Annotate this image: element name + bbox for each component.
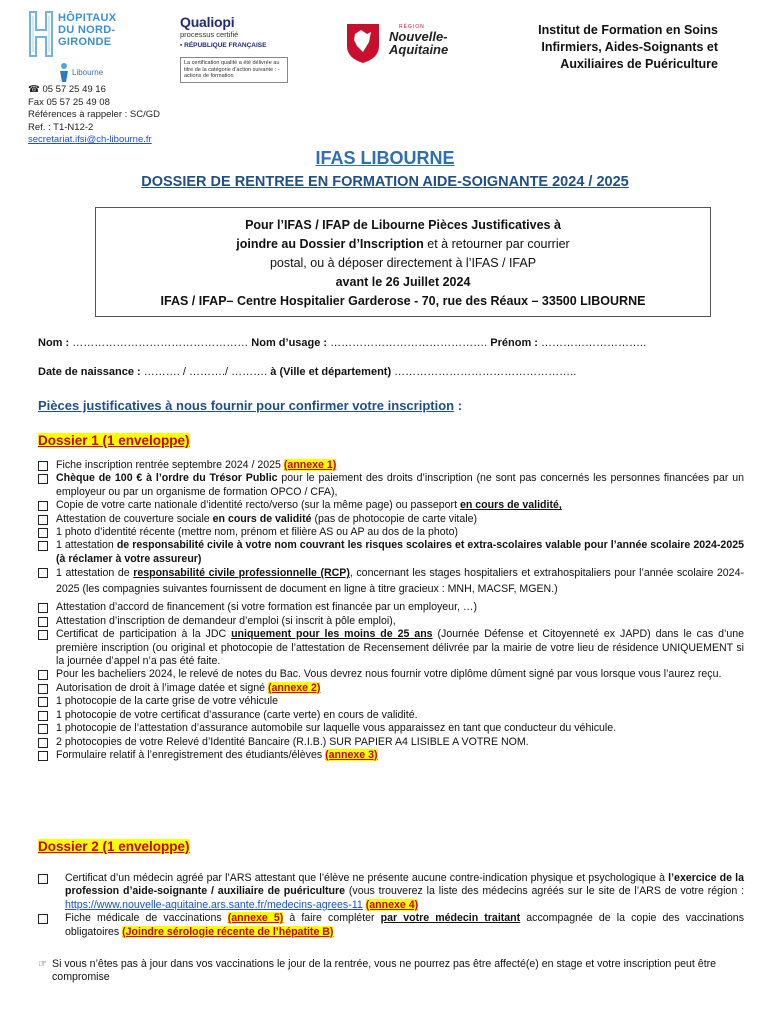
- list-item: 1 attestation de responsabilité civile à votre nom couvrant les risques scolaires et extra-scolaires valable pour l’année scolaire 2024-2025 (à réclamer à votre assureur): [38, 539, 744, 566]
- ref: Ref. : T1-N12-2: [28, 121, 94, 133]
- qualiopi-rep: ▪ RÉPUBLIQUE FRANÇAISE: [180, 42, 267, 49]
- note: ☞ Si vous n’êtes pas à jour dans vos vaccinations le jour de la rentrée, vous ne pourrez pas être affecté(e) en stage et votre inscription peut être compromise: [38, 958, 717, 984]
- dossier1-list: [38, 459, 744, 762]
- dossier2-heading: Dossier 2 (1 enveloppe): [38, 839, 190, 854]
- vaccination-note: [38, 958, 738, 985]
- person-icon: [58, 62, 70, 82]
- hospital-logo: [28, 10, 148, 82]
- checkbox[interactable]: [38, 461, 48, 471]
- qualiopi-logo: [180, 14, 290, 94]
- checkbox[interactable]: [38, 684, 48, 694]
- dossier2-list: [38, 872, 744, 939]
- qualiopi-title: Qualiopi: [180, 14, 235, 30]
- checkbox[interactable]: [38, 914, 48, 924]
- list-item: Attestation d’accord de financement (si votre formation est financée par un employeur, …): [38, 601, 744, 614]
- qualiopi-box: La certification qualité a été délivrée au titre de la catégorie d'action suivante : - actions de formation: [180, 57, 288, 83]
- list-item: Pour les bacheliers 2024, le relevé de notes du Bac. Vous devrez nous fournir votre diplôme dûment signé par vous lorsque vous l’aurez reçu.: [38, 668, 744, 681]
- list-item: Certificat de participation à la JDC uniquement pour les moins de 25 ans (Journée Défense et Citoyenneté ex JAPD) dans le cas d’une première inscription (ou original et photocopie de l’attestation de Recensement délivrée par la mairie de votre lieu de résidence UNIQUEMENT si la journée d’appel n’a pas été faite.: [38, 628, 744, 668]
- name-fields: Nom : ………………………………………… Nom d’usage : ……………………………………. Prénom : ………………………..: [38, 337, 647, 349]
- checkbox[interactable]: [38, 738, 48, 748]
- region-logo: [345, 20, 475, 70]
- list-item: 1 photocopie de l’attestation d’assurance automobile sur laquelle vous apparaissez en tant que conducteur du véhicule.: [38, 722, 744, 735]
- list-item: 1 photocopie de la carte grise de votre véhicule: [38, 695, 744, 708]
- email-link[interactable]: secretariat.ifsi@ch-libourne.fr: [28, 134, 152, 145]
- hospital-name: HÔPITAUX DU NORD- GIRONDE: [58, 12, 117, 48]
- checkbox[interactable]: [38, 541, 48, 551]
- checkbox[interactable]: [38, 568, 48, 578]
- qualiopi-sub: processus certifié: [180, 30, 239, 39]
- checkbox[interactable]: [38, 670, 48, 680]
- checkbox[interactable]: [38, 697, 48, 707]
- list-item: Fiche inscription rentrée septembre 2024 / 2025 (annexe 1): [38, 459, 744, 472]
- birth-fields: Date de naissance : ………. / ………./ ………. à (Ville et département) …………………………………………..: [38, 366, 577, 378]
- contact-block: [28, 84, 160, 147]
- region-name: Nouvelle- Aquitaine: [389, 29, 449, 57]
- checkbox[interactable]: [38, 528, 48, 538]
- references: Références à rappeler : SC/GD: [28, 109, 161, 120]
- list-item: Formulaire relatif à l’enregistrement des étudiants/élèves (annexe 3): [38, 749, 744, 762]
- checkbox[interactable]: [38, 724, 48, 734]
- list-item: Certificat d’un médecin agréé par l’ARS attestant que l’élève ne présente aucune contre-indication physique et psychologique à l’exercice de la profession d’aide-soignante / auxiliaire de puériculture (vous trouverez la liste des médecins agréés sur le site de l’ARS de votre région : https://www.nouvelle-aquitaine.ars.sante.fr/medecins-agrees-11 (annexe 4): [38, 872, 744, 912]
- list-item: 2 photocopies de votre Relevé d’Identité Bancaire (R.I.B.) SUR PAPIER A4 LISIBLE A VOTRE NOM.: [38, 736, 744, 749]
- ars-link[interactable]: https://www.nouvelle-aquitaine.ars.sante.fr/medecins-agrees-11: [65, 898, 363, 911]
- list-item: Autorisation de droit à l’image datée et signé (annexe 2): [38, 682, 744, 695]
- list-item: 1 attestation de responsabilité civile professionnelle (RCP), concernant les stages hospitaliers et extrahospitaliers pour l’année scolaire 2024-2025 (les compagnies suivantes fournissent de document en ligne à titre gracieux : MNH, MACSF, MGEN.): [38, 566, 744, 597]
- list-item: Fiche médicale de vaccinations (annexe 5) à faire compléter par votre médecin traitant accompagnée de la copie des vaccinations obligatoires (Joindre sérologie récente de l’hépatite B): [38, 912, 744, 939]
- checkbox[interactable]: [38, 515, 48, 525]
- list-item: 1 photo d’identité récente (mettre nom, prénom et filière AS ou AP au dos de la photo): [38, 526, 744, 539]
- phone: ☎ 05 57 25 49 16: [28, 84, 106, 95]
- list-item: Copie de votre carte nationale d’identité recto/verso (sur la même page) ou passeport en cours de validité,: [38, 499, 744, 512]
- hospital-sub: Libourne: [72, 68, 104, 77]
- dossier1-heading: Dossier 1 (1 enveloppe): [38, 433, 190, 448]
- checkbox[interactable]: [38, 617, 48, 627]
- page-title: IFAS LIBOURNE: [315, 148, 455, 168]
- fax: Fax 05 57 25 49 08: [28, 96, 110, 108]
- pieces-heading: Pièces justificatives à nous fournir pour confirmer votre inscription :: [38, 398, 463, 413]
- pointing-hand-icon: ☞: [38, 959, 47, 970]
- institute-name: Institut de Formation en Soins Infirmiers, Aides-Soignants et Auxiliaires de Puériculture: [538, 23, 718, 71]
- list-item: 1 photocopie de votre certificat d’assurance (carte verte) en cours de validité.: [38, 709, 744, 722]
- checkbox[interactable]: [38, 751, 48, 761]
- region-label: RÉGION: [399, 24, 425, 30]
- checkbox[interactable]: [38, 603, 48, 613]
- checkbox[interactable]: [38, 711, 48, 721]
- list-item: Chèque de 100 € à l’ordre du Trésor Public pour le paiement des droits d’inscription (ne sont pas concernés les personnes financées par un employeur ou par un organisme de formation OPCO / CFA),: [38, 472, 744, 499]
- page-subtitle: DOSSIER DE RENTREE EN FORMATION AIDE-SOIGNANTE 2024 / 2025: [141, 174, 629, 190]
- shield-icon: [345, 22, 381, 64]
- checkbox[interactable]: [38, 501, 48, 511]
- list-item: Attestation d’inscription de demandeur d’emploi (si inscrit à pôle emploi),: [38, 615, 744, 628]
- hospital-h-icon: [28, 10, 54, 58]
- checkbox[interactable]: [38, 474, 48, 484]
- checkbox[interactable]: [38, 630, 48, 640]
- info-box: Pour l’IFAS / IFAP de Libourne Pièces Justificatives à joindre au Dossier d’Inscription et à retourner par courrier postal, ou à déposer directement à l’IFAS / IFAP avant le 26 Juillet 2024 IFAS / IFAP– Centre Hospitalier Garderose - 70, rue des Réaux – 33500 LIBOURNE: [95, 207, 711, 317]
- list-item: Attestation de couverture sociale en cours de validité (pas de photocopie de carte vitale): [38, 513, 744, 526]
- checkbox[interactable]: [38, 874, 48, 884]
